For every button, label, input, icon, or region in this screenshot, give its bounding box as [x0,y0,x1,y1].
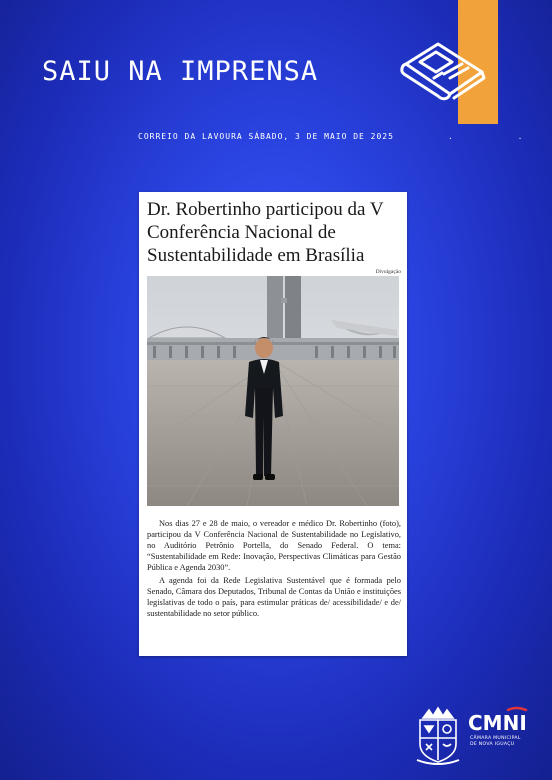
article-photo [147,276,399,506]
article-title: Dr. Robertinho participou da V Conferência Nacional de Sustentabilidade em Brasília [147,199,384,266]
municipal-crest-icon [415,704,461,766]
photo-credit: Divulgação [375,269,401,275]
publication-dots: . . [448,132,552,141]
article-body [147,518,401,621]
cmni-logo-text: CMNI [468,711,527,735]
newspaper-clipping [139,192,407,656]
article-paragraph: A agenda foi da Rede Legislativa Sustentável que é formada pelo Senado, Câmara dos Deputados, Tribunal de Contas da União e instituições legislativas de todo o país, para estimular práticas de/ acessibilidade/ e de/ sustentabilidade no setor público. [147,576,401,618]
page-title: SAIU NA IMPRENSA [42,56,319,87]
cmni-name [470,736,530,748]
cmni-name-line2: DE NOVA IGUAÇU [470,742,515,747]
cmni-name-line1: CÂMARA MUNICIPAL [470,736,521,741]
publication-line: CORREIO DA LAVOURA SÁBADO, 3 DE MAIO DE 2025 [138,132,394,141]
article-paragraph: Nos dias 27 e 28 de maio, o vereador e médico Dr. Robertinho (foto), participou da V Conferência Nacional de Sustentabilidade no Legislativo, no Auditório Petrônio Portella, do Senado Federal. O tema: “Sustentabilidade em Rede: Inovação, Perspectivas Climáticas para Gestão Pública e Agenda 2030”. [147,519,401,572]
newspaper-icon [396,38,488,102]
